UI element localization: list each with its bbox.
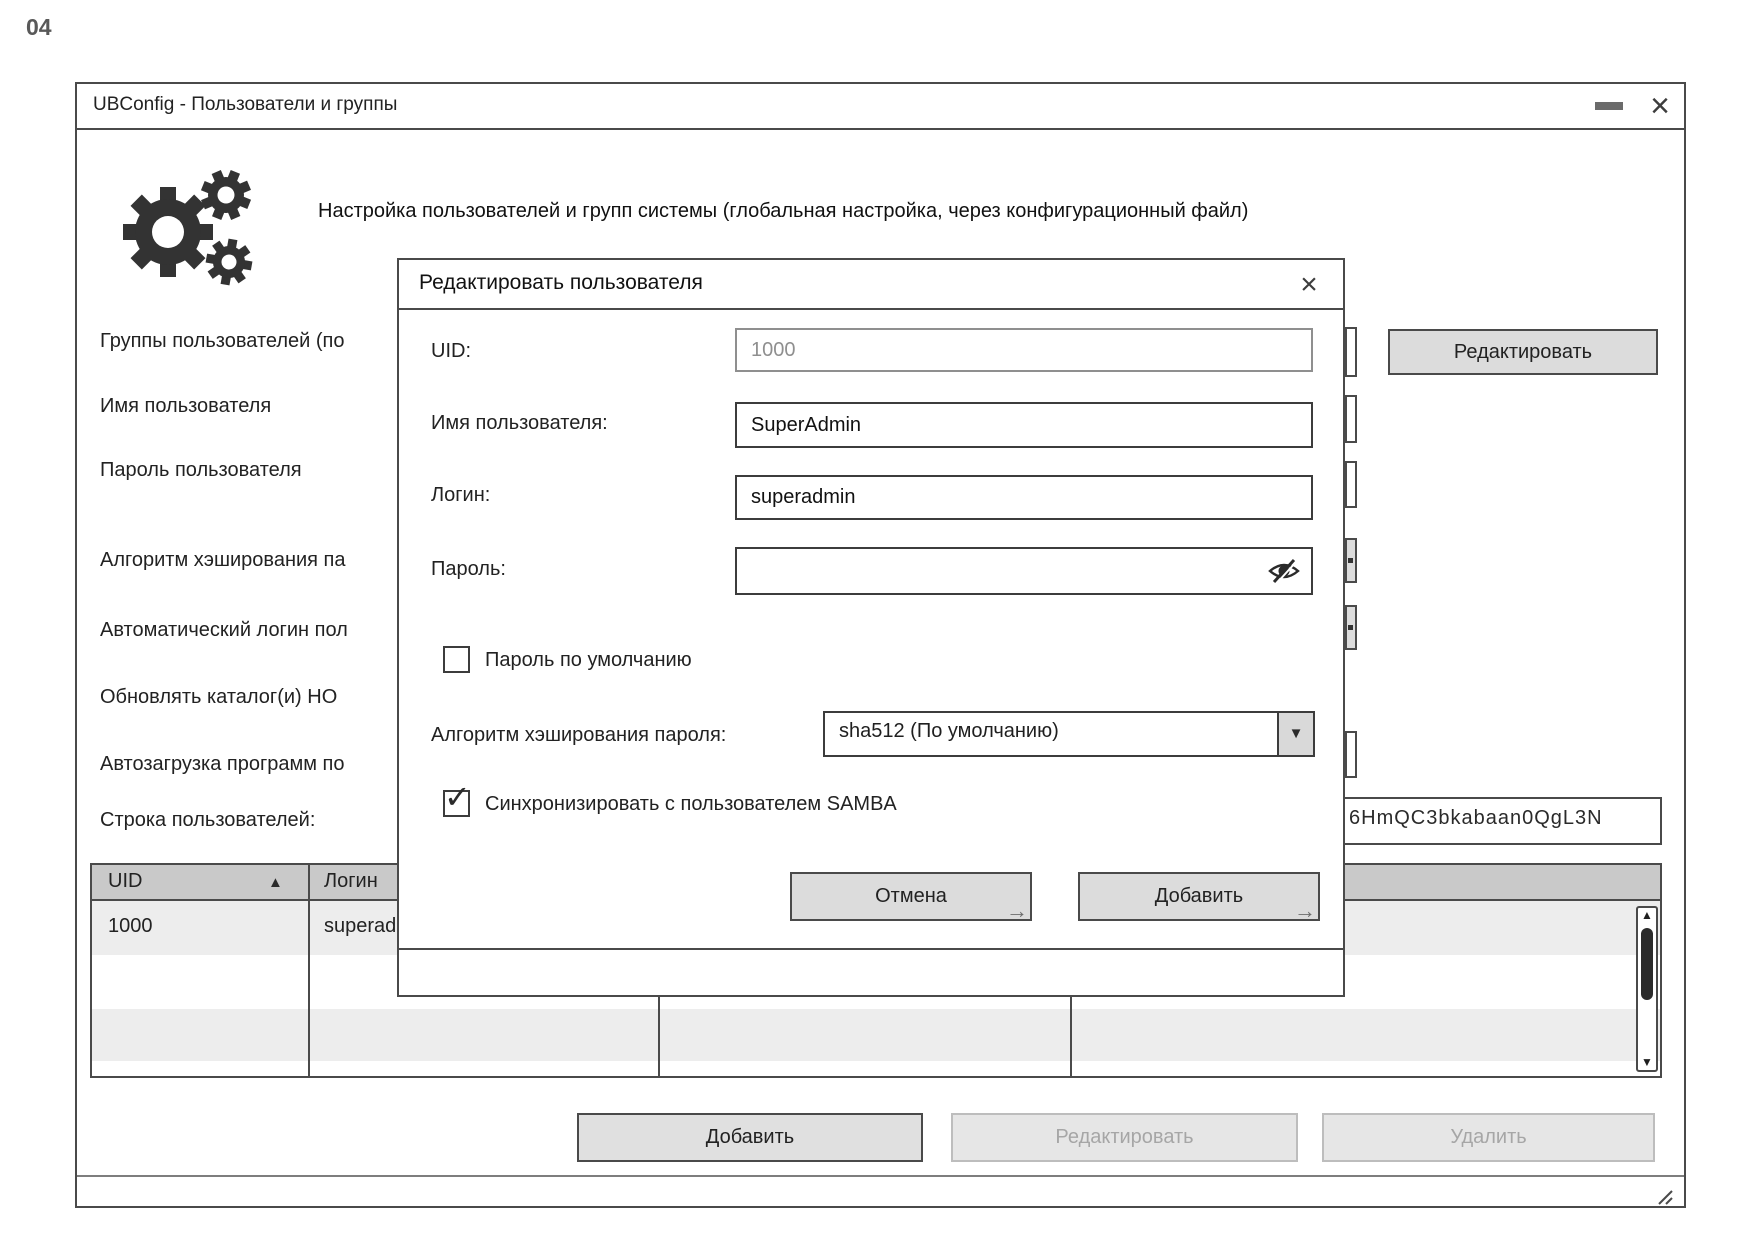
- samba-sync-checkbox[interactable]: [443, 779, 471, 817]
- window-titlebar: [77, 84, 1684, 130]
- hash-algorithm-label: Алгоритм хэширования пароля:: [431, 724, 727, 746]
- table-scrollbar[interactable]: [1636, 906, 1658, 1072]
- window-title: UBConfig - Пользователи и группы: [93, 94, 398, 115]
- hidden-input-edge: [1345, 731, 1357, 778]
- label-user-name: Имя пользователя: [100, 395, 272, 417]
- password-field[interactable]: [735, 547, 1313, 595]
- edit-groups-button[interactable]: Редактировать: [1388, 329, 1658, 375]
- uid-value: 1000: [751, 339, 796, 361]
- column-header-login[interactable]: Логин: [324, 870, 378, 892]
- label-users-string: Строка пользователей:: [100, 809, 316, 831]
- uid-label: UID:: [431, 340, 471, 362]
- hidden-input-edge: [1345, 395, 1357, 443]
- cell-uid: 1000: [108, 915, 153, 937]
- gears-icon: [95, 140, 295, 300]
- action-arrow-icon: →: [1006, 898, 1028, 923]
- app-window: [75, 82, 1686, 1208]
- cancel-button[interactable]: [790, 872, 1032, 921]
- action-arrow-icon: →: [1294, 898, 1316, 923]
- label-user-password: Пароль пользователя: [100, 459, 302, 481]
- cell-login: superad: [324, 915, 397, 937]
- edit-user-dialog: [397, 258, 1345, 997]
- add-button-label: Добавить: [1154, 885, 1244, 907]
- combobox-dropdown-button[interactable]: [1277, 713, 1313, 755]
- login-value: superadmin: [751, 486, 856, 508]
- name-value: SuperAdmin: [751, 414, 862, 436]
- default-password-checkbox[interactable]: [443, 646, 470, 673]
- close-icon[interactable]: ×: [1650, 87, 1670, 125]
- cancel-button-label: Отмена: [875, 885, 947, 907]
- dialog-divider: [399, 948, 1343, 950]
- name-label: Имя пользователя:: [431, 412, 608, 434]
- password-label: Пароль:: [431, 558, 506, 580]
- add-user-button[interactable]: Добавить: [577, 1113, 923, 1162]
- hidden-combobox-edge: [1345, 538, 1357, 583]
- hash-algorithm-value: sha512 (По умолчанию): [839, 720, 1059, 742]
- login-field[interactable]: [735, 475, 1313, 520]
- name-field[interactable]: [735, 402, 1313, 448]
- edit-user-button: Редактировать: [951, 1113, 1298, 1162]
- label-user-groups: Группы пользователей (по: [100, 330, 345, 352]
- uid-field[interactable]: [735, 328, 1313, 372]
- dialog-close-icon[interactable]: ×: [1300, 268, 1318, 301]
- label-hash-algorithm: Алгоритм хэширования па: [100, 549, 346, 571]
- delete-user-button: Удалить: [1322, 1113, 1655, 1162]
- status-bar: [77, 1175, 1684, 1206]
- dialog-add-button[interactable]: [1078, 872, 1320, 921]
- page-number-label: 04: [26, 14, 52, 40]
- dialog-title: Редактировать пользователя: [419, 271, 703, 294]
- minimize-icon[interactable]: [1595, 102, 1623, 110]
- scrollbar-thumb[interactable]: [1641, 928, 1653, 1000]
- resize-handle-icon[interactable]: [1655, 1187, 1675, 1207]
- default-password-label: Пароль по умолчанию: [485, 649, 692, 671]
- hidden-input-edge: [1345, 461, 1357, 508]
- password-visibility-eye-icon[interactable]: [1267, 558, 1301, 584]
- checkmark-icon: ✓: [444, 779, 471, 815]
- label-autostart: Автозагрузка программ по: [100, 753, 345, 775]
- hidden-combobox-edge: [1345, 605, 1357, 650]
- hash-algorithm-combobox[interactable]: [823, 711, 1315, 757]
- label-auto-login: Автоматический логин пол: [100, 619, 348, 641]
- scroll-up-icon[interactable]: ▲: [1641, 908, 1653, 922]
- page-title: Настройка пользователей и групп системы (глобальная настройка, через конфигурационный файл): [318, 200, 1249, 222]
- dialog-titlebar: [399, 260, 1343, 310]
- sort-ascending-icon[interactable]: ▲: [268, 874, 283, 891]
- column-divider: [308, 865, 310, 1076]
- chevron-down-icon: ▼: [1288, 725, 1304, 742]
- scroll-down-icon[interactable]: ▼: [1641, 1055, 1653, 1069]
- label-update-home: Обновлять каталог(и) HO: [100, 686, 338, 708]
- hidden-input-edge: [1345, 327, 1357, 377]
- table-row[interactable]: [92, 1009, 1660, 1061]
- samba-sync-label: Синхронизировать с пользователем SAMBA: [485, 793, 897, 815]
- column-header-uid[interactable]: UID: [108, 870, 143, 892]
- login-label: Логин:: [431, 484, 491, 506]
- users-string-value: 6HmQC3bkabaan0QgL3N: [1349, 807, 1603, 829]
